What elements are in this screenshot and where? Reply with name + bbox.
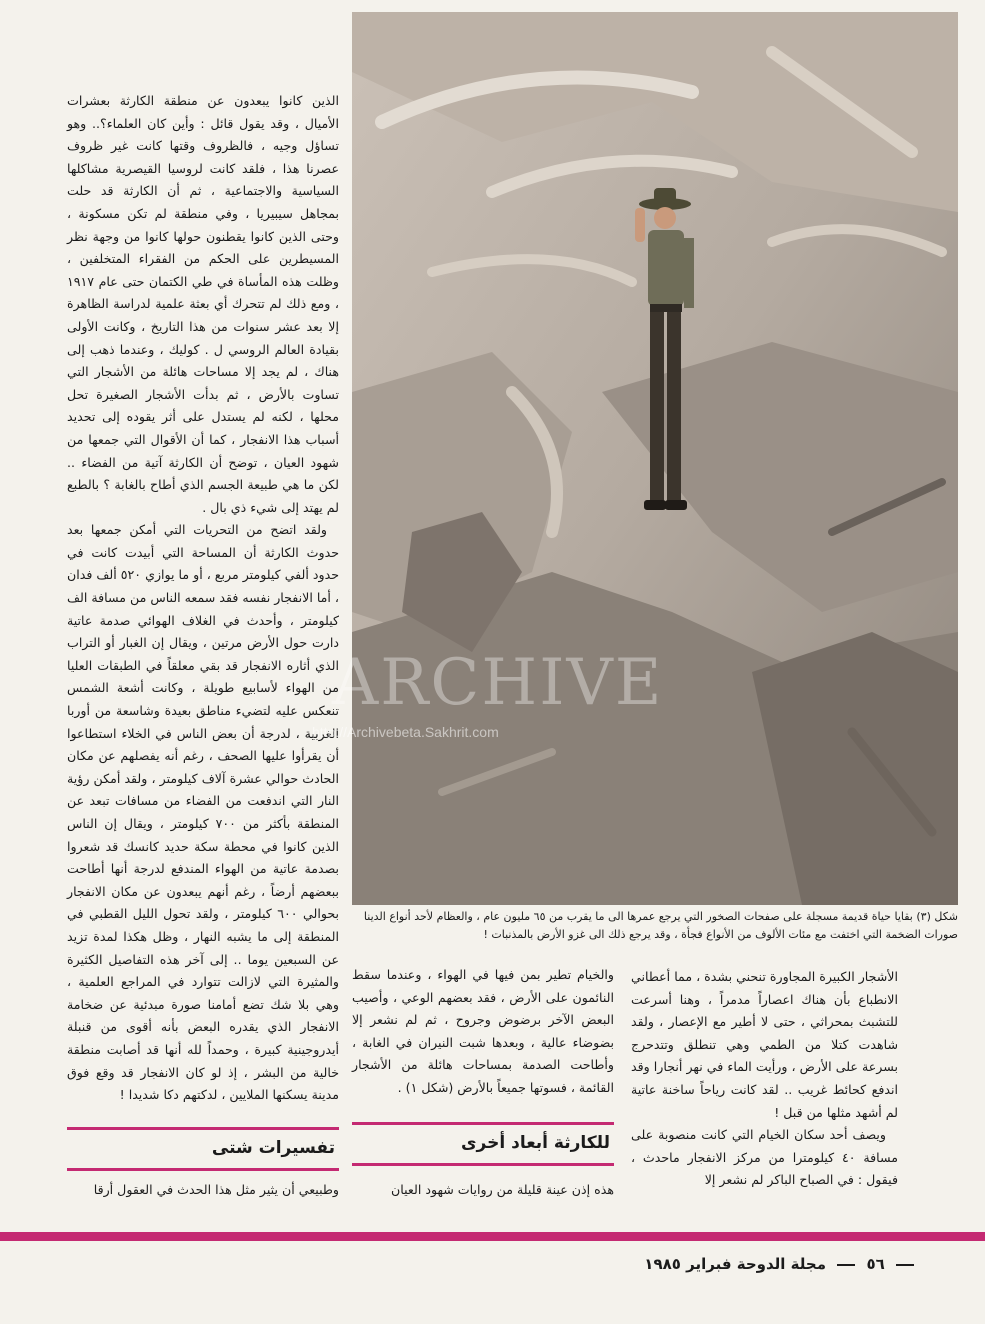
footer-dash — [837, 1264, 855, 1266]
section-heading: للكارثة أبعاد أخرى — [460, 1133, 610, 1153]
article-paragraph: هذه إذن عينة قليلة من روايات شهود العيان — [391, 1182, 614, 1197]
photo-caption: شكل (٣) بقايا حياة قديمة مسجلة على صفحات الصخور التي يرجع عمرها الى ما يقرب من ٦٥ مليون عام ، والعظام لأحد أنواع الدينا صورات الضخمة التي اختفت مع مئات الألوف من الأنواع فجأة ، وقد يرجع ذلك الى غزو الأرض بالمذنبات ! — [363, 910, 958, 941]
magazine-name: مجلة الدوحة — [736, 1255, 826, 1273]
photo-dinosaur-fossil-wall — [312, 12, 958, 905]
article-paragraph: ويصف أحد سكان الخيام التي كانت منصوبة على مسافة ٤٠ كيلومترا من مركز الانفجار ماحدث ، فيقول : في الصباح الباكر لم نشعر إلا — [631, 1127, 898, 1188]
article-paragraph: وطبيعي أن يثير مثل هذا الحدث في العقول أرقا — [93, 1182, 339, 1197]
page-number: ٥٦ — [866, 1255, 885, 1273]
article-column-middle — [352, 964, 614, 1100]
footer-dash — [896, 1264, 914, 1266]
issue-date: فبراير ١٩٨٥ — [644, 1255, 732, 1273]
article-column-right — [631, 966, 898, 1192]
article-paragraph: ولقد اتضح من التحريات التي أمكن جمعها بعد حدوث الكارثة أن المساحة التي أبيدت كانت في حدود ألفي كيلومتر مربع ، أو ما يوازي ٥٢٠ ألف فدان ، أما الانفجار نفسه فقد سمعه الناس من مسافة الف كيلومتر ، وأحدث في الغلاف الهوائي صدمة عاتية دارت حول الأرض مرتين ، ويقال إن الغبار أو التراب الذي أثاره الانفجار قد بقي معلقاً في الطبقات العليا من الهواء لأسابيع طويلة ، وكانت أشعة الشمس تنعكس عليه لتضيء مناطق بعيدة وشاسعة من أوربا الغربية ، لدرجة أن بعض الناس في الخلاء استطاعوا أن يقرأوا عليها الصحف ، رغم أنه يفصلهم عن مكان الحادث حوالي عشرة آلاف كيلومتر ، ولقد أمكن رؤية النار التي اندفعت من الفضاء من مسافات تبعد عن المنطقة بأكثر من ٧٠٠ كيلومتر ، ويقال إن الناس الذين كانوا في محطة سكة حديد كانسك قد شعروا بصدمة عاتية من الهواء المندفع لدرجة أنها أطاحت ببعضهم أرضاً ، رغم أنهم يبعدون عن مكان الانفجار بحوالي ٦٠٠ كيلومتر ، ولقد تحول الليل القطبي في المنطقة إلى ما يشبه النهار ، وظل هكذا لمدة تزيد عن السبعين يوما .. إلى آخر هذه التفاصيل الكثيرة والمثيرة التي لازالت تتوارد في المراجع العلمية ، وهي بلا شك تضع أمامنا صورة مبدئية عن ضخامة الانفجار الذي يقدره البعض بأنه أقوى من قنبلة أيدروجينية كبيرة ، وحمداً لله أنها قد أصابت منطقة خالية من البشر ، إذ لو كان الانفجار قد وقع فوق مدينة يسكنها الملايين ، لدكتهم دكا شديدا ! — [67, 522, 339, 1103]
watermark-title: ARCHIVE — [332, 646, 664, 720]
watermark-url: http://Archivebeta.Sakhrit.com — [312, 724, 499, 740]
article-paragraph: الأشجار الكبيرة المجاورة تنحني بشدة ، مما أعطاني الانطباع بأن هناك اعصاراً مدمراً ، وهنا أسرعت للتشبث بمحراثي ، حتى لا أطير مع الإعصار ، ولقد شاهدت كتلا من الطمي وهي تنطلق وتتدحرج بسرعة على الأرض ، ورأيت الماء في نهر أنجارا وقد اندفع كحائط غريب .. لقد كانت رياحاً ساخنة عاتية لم أشهد مثلها من قبل ! — [631, 969, 898, 1120]
article-paragraph: والخيام تطير بمن فيها في الهواء ، وعندما سقط النائمون على الأرض ، فقد بعضهم الوعي ، وأصيب البعض الآخر برضوض وجروح ، ثم لم نشعر إلا بضوضاء عالية ، وبعدها شبت النيران في الغابة ، وأطاحت الصدمة بمساحات هائلة من الأشجار القائمة ، فسوتها جميعاً بالأرض (شكل ١) . — [352, 967, 614, 1095]
section-heading-box — [352, 1122, 614, 1166]
section-heading: تفسيرات شتى — [211, 1138, 335, 1158]
page-footer — [600, 1255, 920, 1279]
article-paragraph: الذين كانوا يبعدون عن منطقة الكارثة بعشرات الأميال ، وقد يقول قائل : وأين كان العلماء؟.. وهو تساؤل وجيه ، فالظروف وقتها كانت غير ظروف عصرنا هذا ، فلقد كانت لروسيا القيصرية مشاكلها السياسية والاجتماعية ، ثم أن الكارثة قد حلت بمجاهل سيبيريا ، وفي منطقة لم تكن مسكونة ، وحتى الذين كانوا يقطنون حولها كانوا من وجهة نظر المسيطرين على الحكم من الفقراء المتخلفين ، وظلت هذه المأساة في طي الكتمان حتى عام ١٩١٧ ، ومع ذلك لم تتحرك أي بعثة علمية لدراسة الظاهرة إلا بعد عشر سنوات من هذا التاريخ ، وكانت الأولى بقيادة العالم الروسي ل . كوليك ، وعندما ذهب إلى هناك ، لم يجد إلا مساحات هائلة من الأشجار التي تساوت بالأرض ، ثم بدأت الأشجار الصغيرة تحل محلها ، لكنه لم يستدل على أثر يقوده إلى تحديد أسباب هذا الانفجار ، كما أن الأقوال التي جمعها من شهود العيان ، توضح أن الكارثة آتية من الفضاء .. لكن ما هي طبيعة الجسم الذي أطاح بالغابة ؟ بالطبع لم يهتد إلى شيء ذي بال . — [67, 93, 339, 515]
section-heading-box — [67, 1127, 339, 1171]
article-column-left — [67, 90, 339, 1107]
footer-rule — [0, 1232, 985, 1241]
